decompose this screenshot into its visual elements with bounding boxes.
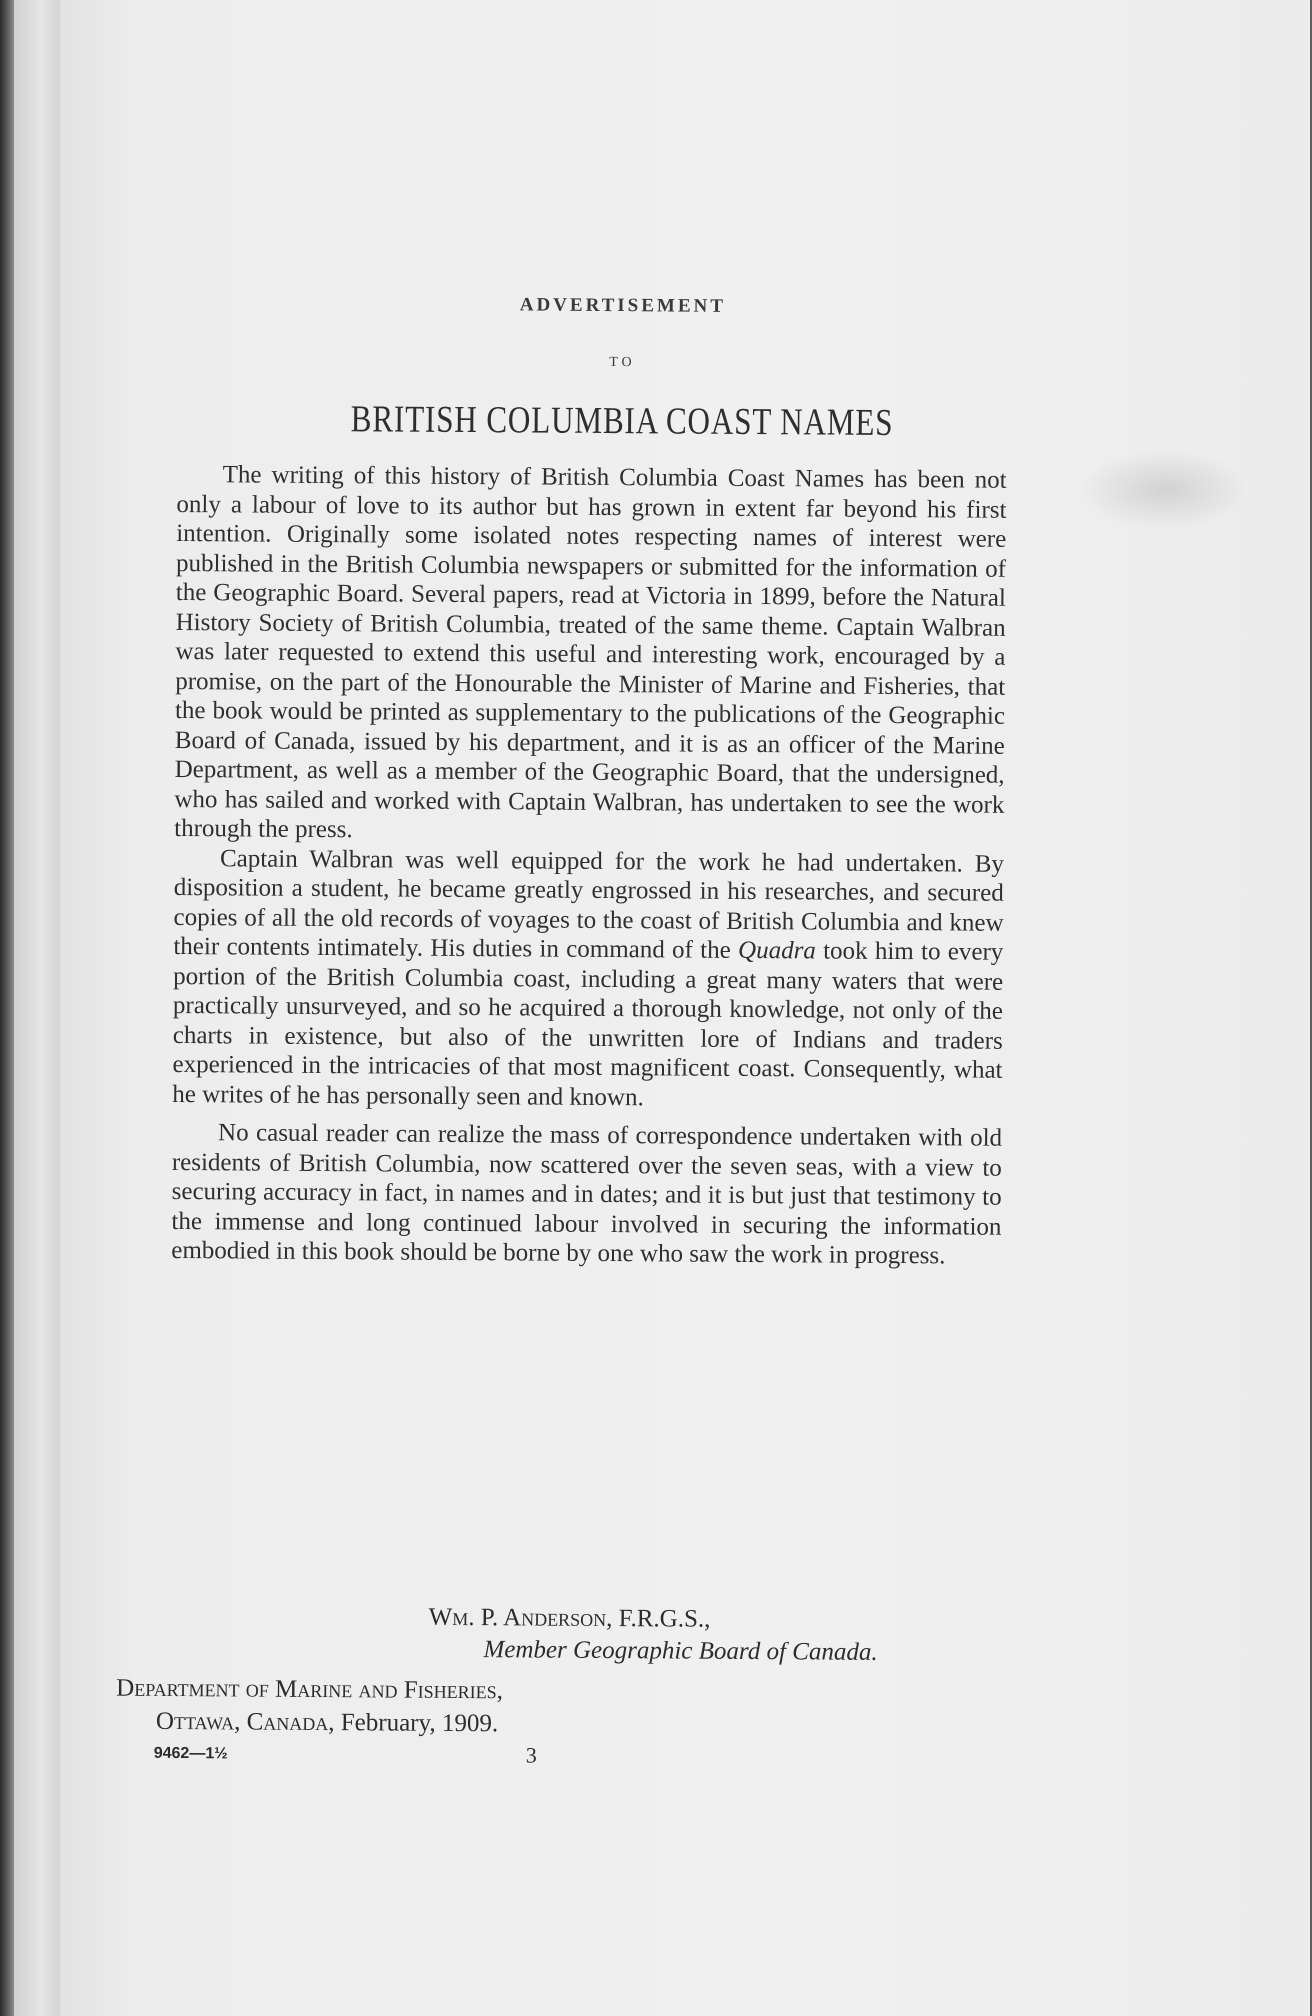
signature-name: Wm. P. Anderson, F.R.G.S., (428, 1603, 711, 1633)
paragraph-1: The writing of this history of British Columbia Coast Names has been not only a labour of love to its author but has grown in extent far beyond his first intention. Originally some isolated notes respecting names of interest were published in the British Columbia newspapers or submitted for the information of the Geographic Board. Several papers, read at Victoria in 1899, before the Natural History Society of British Columbia, treated of the same theme. Captain Walbran was later requested to extend this useful and interesting work, encouraged by a promise, on the part of the Honourable the Minister of Marine and Fisheries, that the book would be printed as supplementary to the publications of the Geographic Board of Canada, issued by his department, and it is as an officer of the Marine Department, as well as a member of the Geographic Board, that the undersigned, who has sailed and worked with Captain Walbran, has undertaken to see the work through the press. (174, 461, 1007, 844)
department-place: Ottawa, Canada, (155, 1707, 335, 1737)
paragraph-3: No casual reader can realize the mass of correspondence undertaken with old residents of British Columbia, now scattered over the seven seas, with a view to securing accuracy in fact, in names and in dates; and it is but just that testimony to the immense and long continued labour involved in securing the information embodied in this book should be borne by one who saw the work in progress. (171, 1119, 1003, 1270)
paragraph-2 (172, 843, 1004, 1114)
page-number: 3 (525, 1742, 537, 1768)
department-block (116, 1672, 936, 1744)
printer-signature-mark: 9462—1½ (153, 1744, 228, 1763)
book-page (60, 0, 1310, 2016)
page-content (116, 0, 1070, 1768)
scan-edge (0, 0, 14, 2016)
to-heading: TO (609, 355, 636, 371)
paragraph-2-part-1: Captain Walbran was well equipped for the work he had undertaken. By disposition a student, he became greatly engrossed in his researches, and secured copies of all the old records of voyages to the coast of British Columbia and knew their contents intimately. His duties in command of the (173, 844, 1005, 964)
department-name: Department of Marine and Fisheries, (116, 1674, 504, 1705)
signature-block (168, 1600, 998, 1670)
paragraph-2-part-2: took him to every portion of the British Columbia coast, including a great many waters that were practically unsurveyed, and so he acquired a thorough knowledge, not only of the charts in existence, but also of the unwritten lore of Indians and traders experienced in the intricacies of that most magnificent coast. Consequently, what he writes of he has personally seen and known. (172, 937, 1004, 1111)
page-title: BRITISH COLUMBIA COAST NAMES (350, 398, 894, 444)
page-footer (154, 1742, 974, 1769)
ship-name: Quadra (737, 936, 816, 965)
department-place-date (116, 1705, 936, 1744)
previous-page-edge (14, 0, 60, 2016)
page-smudge (1080, 450, 1250, 530)
signature-role: Member Geographic Board of Canada. (483, 1636, 878, 1666)
body-text (171, 460, 1007, 1271)
department-date: February, 1909. (340, 1709, 499, 1738)
advertisement-heading: ADVERTISEMENT (519, 294, 727, 317)
